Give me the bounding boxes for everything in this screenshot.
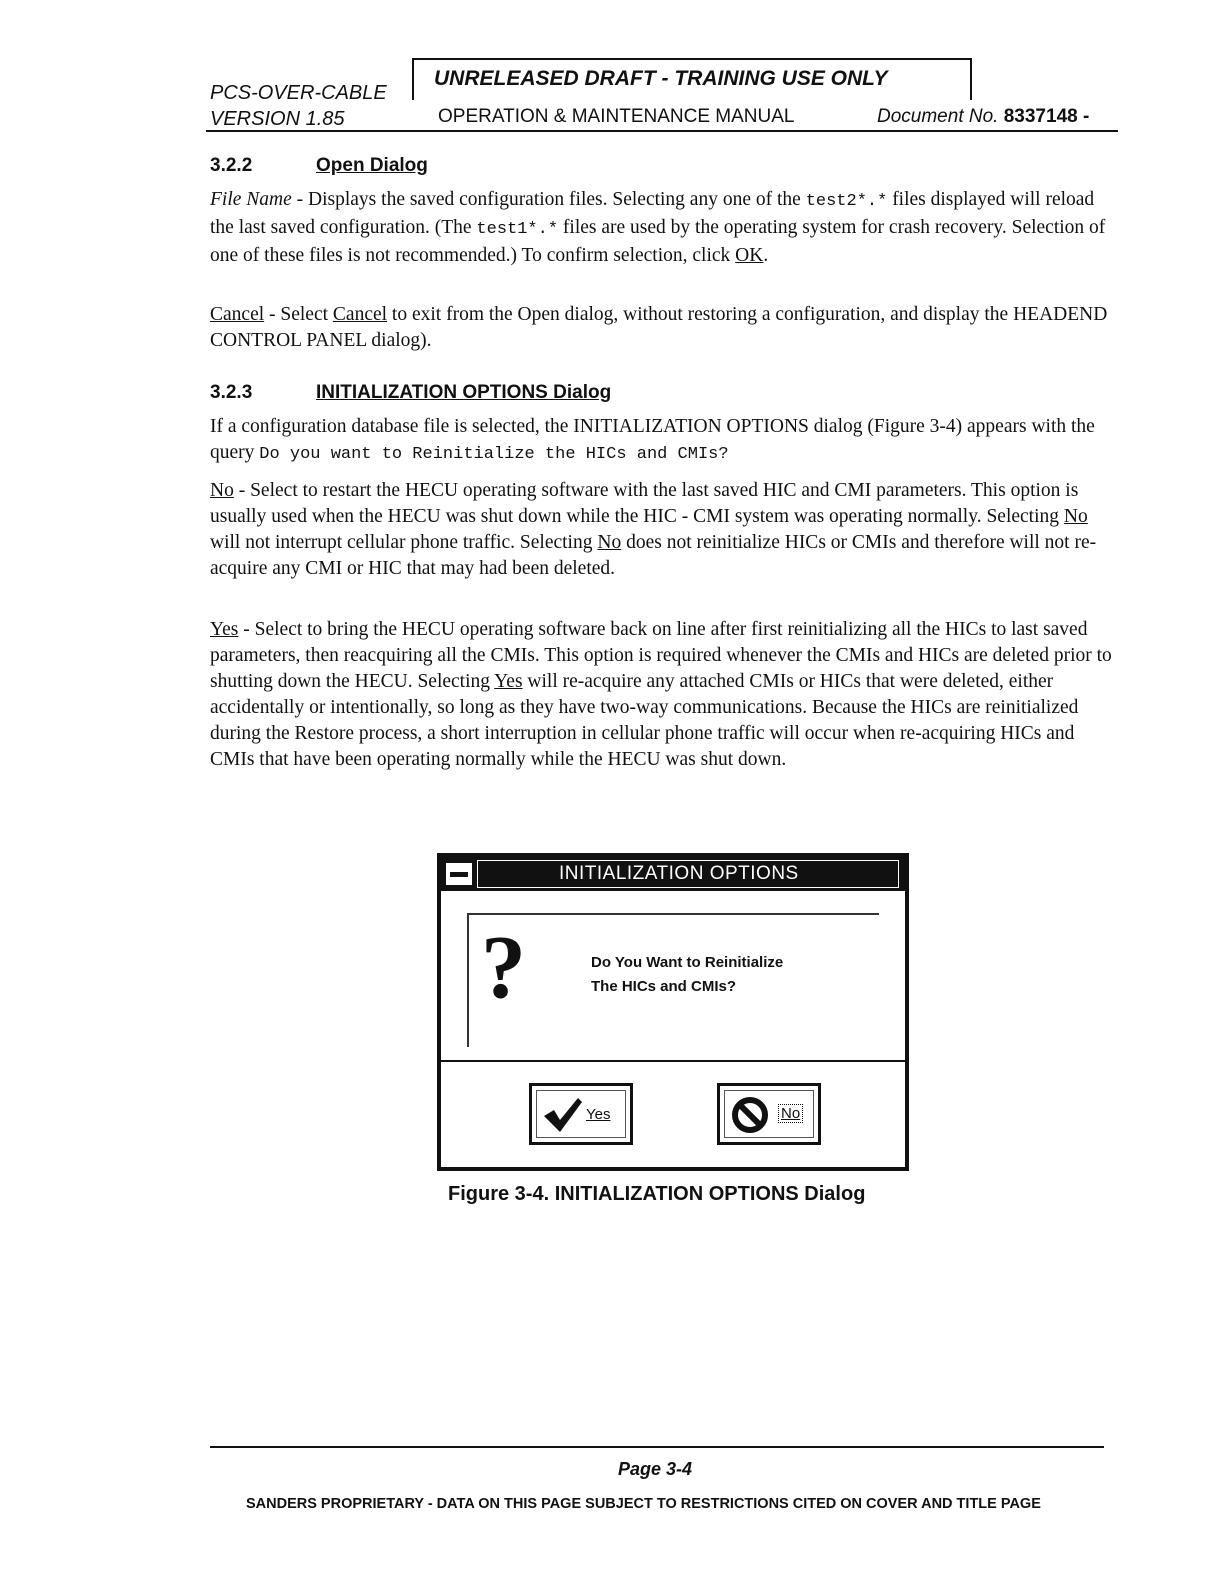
ok-reference: OK (735, 245, 764, 266)
text-run: will re-acquire any attached CMIs or HICs that were deleted, either accidentally or intentionally, so long as they have two-way communications. Because the HICs are reinitialized during the Restore process, a short interruption in cellular phone traffic will occur when re-acquiring HICs and CMIs that have been operating normally while the HECU was shut down. (210, 671, 1079, 770)
no-reference: No (597, 532, 622, 553)
header-product: PCS-OVER-CABLE (210, 82, 387, 104)
text-run: files are used by the operating system for crash recovery. Selection of one of these files is not recommended.) To confirm selection, click (210, 217, 1106, 266)
question-icon: ? (481, 918, 526, 1017)
yes-button[interactable] (529, 1083, 633, 1145)
text-run: If a configuration database file is selected, the INITIALIZATION OPTIONS dialog (Figure 3-4) appears with the query (210, 416, 1095, 463)
text-run: to exit from the Open dialog, without restoring a configuration, and display the HEADEND CONTROL PANEL dialog). (210, 304, 1108, 351)
dialog-message (591, 951, 783, 999)
proprietary-notice: SANDERS PROPRIETARY - DATA ON THIS PAGE SUBJECT TO RESTRICTIONS CITED ON COVER AND TITLE PAGE (246, 1496, 1041, 1512)
cancel-label: Cancel (210, 304, 265, 325)
section-322-title: Open Dialog (316, 155, 428, 176)
figure-caption: Figure 3-4. INITIALIZATION OPTIONS Dialog (448, 1183, 866, 1205)
yes-button-label: Yes (586, 1106, 611, 1123)
text-run: . (763, 245, 769, 266)
cancel-reference: Cancel (332, 304, 388, 325)
footer-rule (210, 1446, 1104, 1448)
header-rule (206, 130, 1118, 132)
no-label: No (210, 480, 234, 501)
system-menu-button[interactable] (445, 862, 473, 886)
yes-label: Yes (210, 619, 239, 640)
no-button[interactable] (717, 1083, 821, 1145)
cancel-paragraph (210, 302, 1122, 354)
no-button-label: No (778, 1104, 803, 1123)
dialog-title-bar (441, 857, 905, 891)
minus-icon (450, 872, 468, 877)
text-run: - Select to bring the HECU operating software back on line after first reinitializing all the HICs to last saved parameters, then reacquiring all the CMIs. This option is required whenever the CMIs and HICs are deleted prior to shutting down the HECU. Selecting (210, 619, 1112, 692)
button-separator (441, 1060, 905, 1062)
file-name-label: File Name (210, 189, 292, 210)
doc-number: 8337148 - (1003, 106, 1090, 127)
dialog-title: INITIALIZATION OPTIONS (559, 863, 799, 884)
section-322-number: 3.2.2 (210, 155, 253, 176)
message-line-1: Do You Want to Reinitialize (591, 954, 784, 971)
header-version: VERSION 1.85 (210, 108, 345, 130)
yes-reference: Yes (494, 671, 523, 692)
text-run: does not reinitialize HICs or CMIs and therefore will not re-acquire any CMI or HIC that may had been deleted. (210, 532, 1097, 579)
text-run: - Select (264, 304, 333, 325)
page-number: Page 3-4 (618, 1459, 693, 1479)
checkmark-icon (542, 1096, 584, 1134)
section-323-number: 3.2.3 (210, 382, 253, 403)
intro-paragraph (210, 414, 1122, 468)
no-paragraph (210, 478, 1122, 582)
doc-label: Document No. (877, 106, 999, 127)
draft-banner-box (412, 58, 972, 100)
header-document-number (877, 106, 1089, 128)
query-text: Do you want to Reinitialize the HICs and CMIs? (259, 445, 729, 464)
code-test2: test2*.* (805, 192, 888, 211)
code-test1: test1*.* (476, 220, 559, 239)
text-run: files displayed will reload the last saved configuration. (The (210, 189, 1095, 238)
message-line-2: The HICs and CMIs? (591, 978, 737, 995)
text-run: - Displays the saved configuration files. Selecting any one of the (291, 189, 806, 210)
section-323-title: INITIALIZATION OPTIONS Dialog (316, 382, 612, 403)
file-name-paragraph (210, 187, 1122, 269)
text-run: - Select to restart the HECU operating software with the last saved HIC and CMI parameters. This option is usually used when the HECU was shut down while the HIC - CMI system was operating normally. Selecting (210, 480, 1079, 527)
draft-banner: UNRELEASED DRAFT - TRAINING USE ONLY (434, 67, 888, 90)
text-run: will not interrupt cellular phone traffic. Selecting (210, 532, 598, 553)
no-reference: No (1063, 506, 1088, 527)
prohibit-icon (730, 1095, 772, 1135)
initialization-options-dialog (437, 853, 909, 1171)
yes-paragraph (210, 617, 1122, 773)
header-manual: OPERATION & MAINTENANCE MANUAL (438, 106, 795, 127)
